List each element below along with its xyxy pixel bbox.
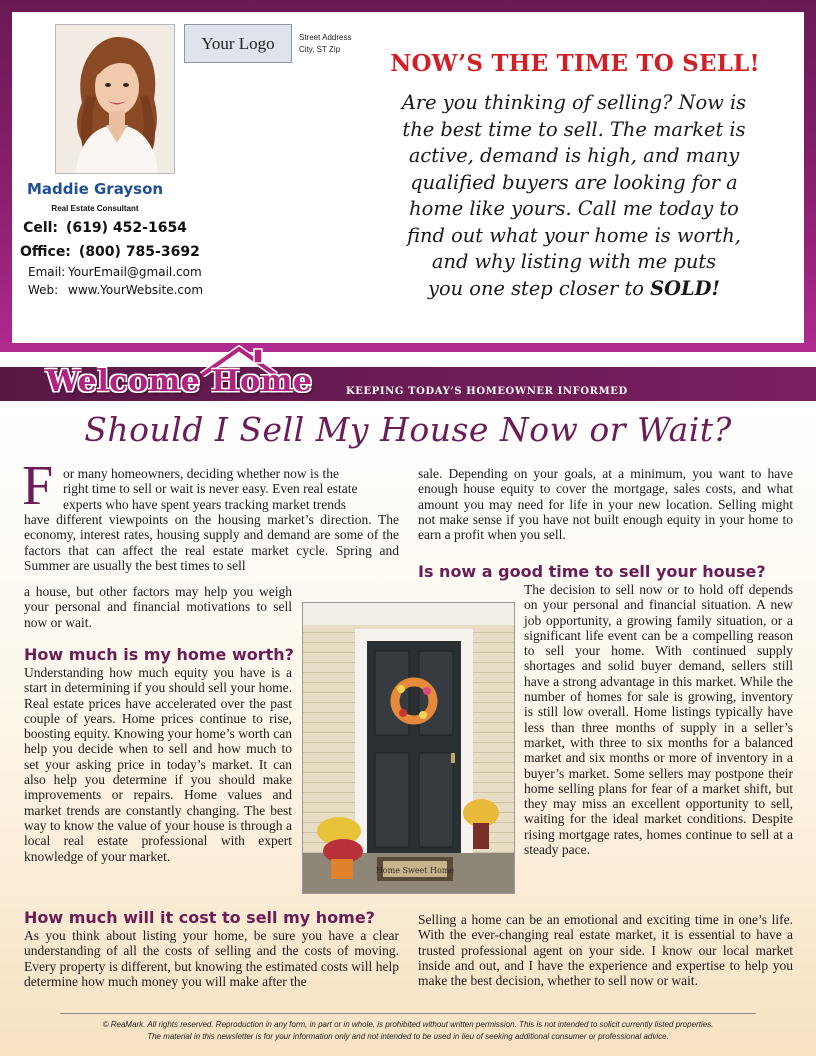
promo-line: find out what your home is worth, (407, 223, 741, 247)
intro-first-lines (63, 466, 399, 512)
cell-phone-line (20, 220, 190, 236)
office-label: Office: (20, 244, 71, 260)
promo-line-end: you one step closer to (428, 276, 644, 300)
article-title: Should I Sell My House Now or Wait? (84, 410, 732, 449)
city-state-zip: City, ST Zip (299, 45, 341, 54)
web-label: Web: (28, 283, 59, 297)
heading-home-worth: How much is my home worth? (24, 645, 294, 664)
heading-cost-to-sell: How much will it cost to sell my home? (24, 908, 375, 927)
footer-disclaimer: The material in this newsletter is for your information only and not intended to be used in lieu of seeking additional consumer or professional advice. (147, 1032, 669, 1041)
banner-tagline: KEEPING TODAY’S HOMEOWNER INFORMED (346, 386, 628, 397)
office-phone[interactable]: (800) 785-3692 (78, 244, 200, 260)
paragraph-closing: Selling a home can be an emotional and exciting time in one’s life. With the ever-changing real estate market, it is essential to have a trusted professional agent on your side. I know our local market inside and out, and I have the experience and expertise to help you make the best decision, whether to sell now or wait. (418, 912, 793, 989)
promo-line (392, 276, 756, 303)
sold-emphasis: SOLD! (650, 276, 720, 300)
promo-headline: NOW’S THE TIME TO SELL! (390, 50, 760, 77)
paragraph-sale-equity: sale. Depending on your goals, at a minimum, you want to have enough house equity to cover the mortgage, sales costs, and what amount you may need for life in your new location. Selling might not make sense if you have not built enough equity in your home to earn a profit when you sell. (418, 466, 793, 543)
email-link[interactable]: YourEmail@gmail.com (68, 265, 202, 279)
promo-line: home like yours. Call me today to (409, 197, 739, 220)
intro-line: right time to sell or wait is never easy. Even real estate (63, 481, 358, 497)
footer-divider (60, 1013, 756, 1014)
web-line (28, 283, 203, 297)
email-label: Email: (28, 265, 66, 279)
logo-placeholder[interactable]: Your Logo (184, 24, 292, 63)
promo-line: qualified buyers are looking for a (410, 170, 738, 194)
footer-copyright: © ReaMark. All rights reserved. Reproduction in any form, in part or in whole, is prohibited without written permission. This is not intended to solicit currently listed properties. (102, 1020, 714, 1029)
promo-line: and why listing with me puts (431, 250, 717, 273)
front-door-illustration (303, 603, 515, 894)
intro-line: experts who have spent years tracking market trends (63, 496, 347, 512)
street-address: Street Address (299, 33, 352, 42)
agent-photo (55, 24, 175, 174)
website-link[interactable]: www.YourWebsite.com (68, 283, 204, 297)
agent-name: Maddie Grayson (26, 180, 164, 198)
cell-phone[interactable]: (619) 452-1654 (66, 220, 187, 236)
cell-label: Cell: (23, 220, 59, 236)
drop-cap: F (22, 455, 54, 517)
promo-line: active, demand is high, and many (408, 144, 740, 167)
promo-body (392, 90, 756, 302)
intro-paragraph: have different viewpoints on the housing market’s direction. The economy, interest rates, housing supply and demand are some of the factors that can affect the real estate market cycle. Spring and Summer are usually the best times to sell (24, 512, 399, 573)
paragraph-good-time: The decision to sell now or to hold off depends on your personal and financial situation. A new job opportunity, a growing family situation, or a significant life event can be a compelling reason to sell your home. With continued supply shortages and solid buyer demand, sellers still have a strong advantage in this market. While the number of homes for sale is growing, inventory is still low overall. Home listings typically have less than three months of supply in a seller’s market, with three to six months for a balanced market and six months or more of inventory in a buyer’s market. Some sellers may postpone their home selling plans for fear of a market shift, but they may miss an excellent opportunity to sell, waiting for the ideal market conditions. Despite rising mortgage rates, homes continue to sell at a steady pace. (524, 582, 793, 858)
heading-good-time: Is now a good time to sell your house? (418, 562, 766, 581)
doormat-text: Home Sweet Home (375, 866, 455, 875)
email-line (28, 265, 202, 279)
front-door-photo (302, 602, 515, 894)
welcome-home-title: Welcome Home (46, 364, 313, 399)
intro-line: or many homeowners, deciding whether now is the (63, 466, 339, 481)
office-phone-line (20, 244, 200, 260)
promo-line: the best time to sell. The market is (402, 117, 746, 141)
promo-line: Are you thinking of selling? Now is (401, 91, 747, 114)
agent-portrait-illustration (56, 25, 175, 174)
paragraph-home-worth: Understanding how much equity you have is a start in determining if you should sell your home. Real estate prices have accelerated over the past couple of years. Home prices continue to rise, boosting equity. Knowing your home’s worth can help you decide when to sell and how much to set your asking price in today’s market. It can also help you determine if you should make improvements or repairs. Home values and market trends are constantly changing. The best way to know the value of your house is through a local real estate professional with expert knowledge of your market. (24, 665, 292, 864)
agent-title: Real Estate Consultant (51, 204, 139, 213)
intro-paragraph-tail: a house, but other factors may help you weigh your personal and financial motivations to sell now or wait. (24, 584, 292, 630)
paragraph-cost-to-sell: As you think about listing your home, be sure you have a clear understanding of all the costs of selling and the costs of moving. Every property is different, but knowing the estimated costs will help determine how much money you will make after the (24, 928, 399, 989)
